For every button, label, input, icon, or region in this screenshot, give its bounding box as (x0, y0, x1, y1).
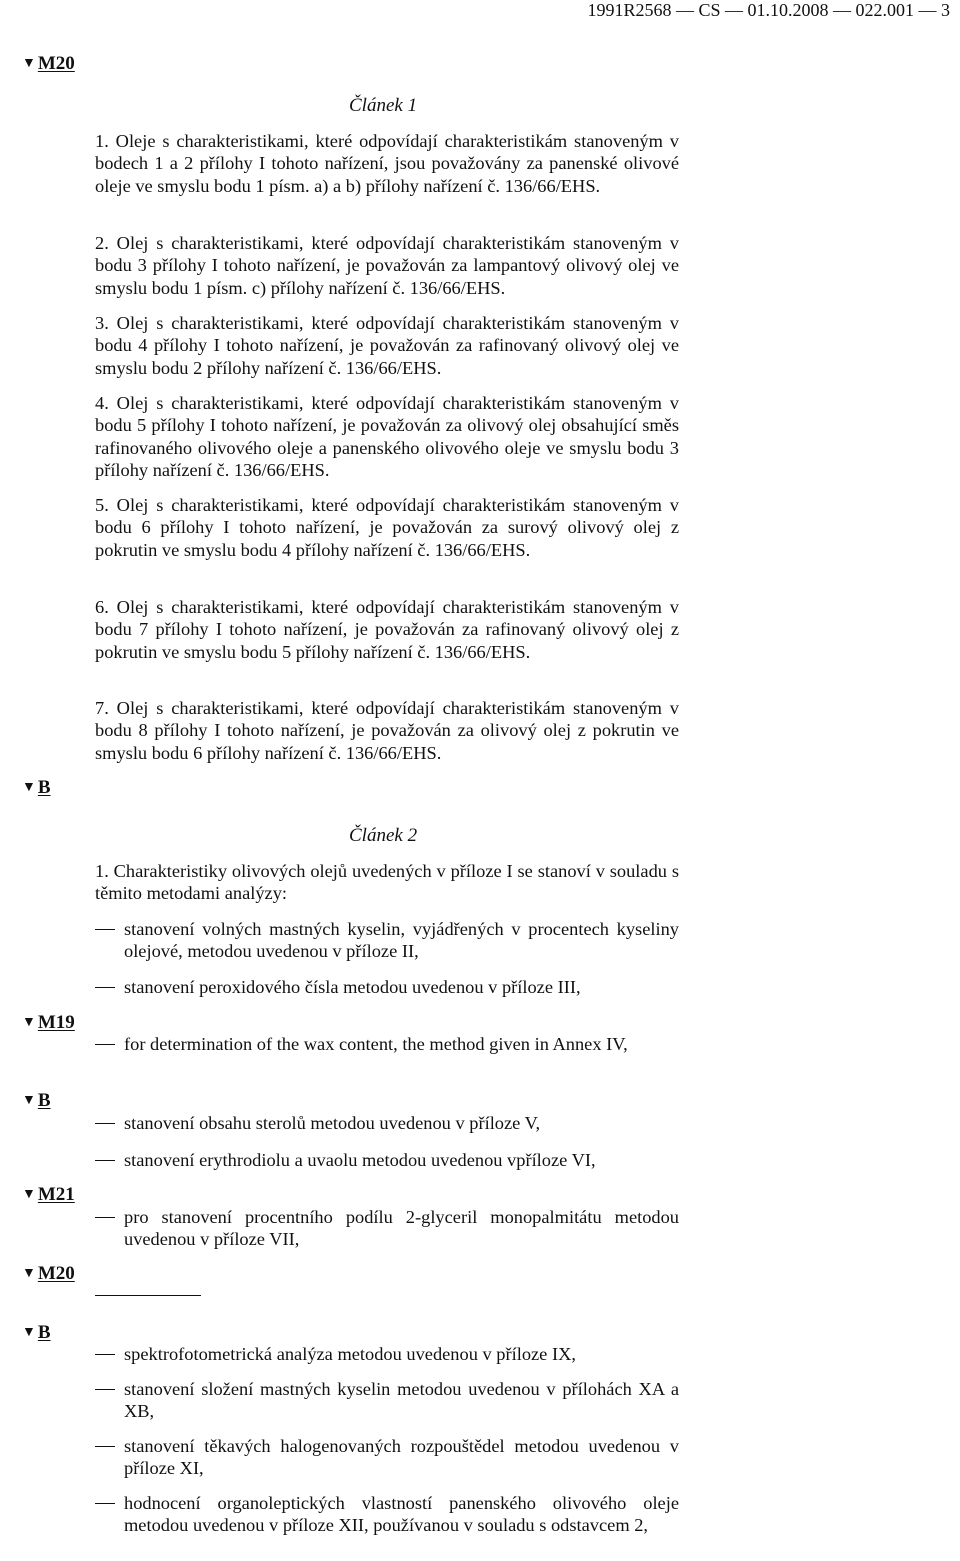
document-reference: 1991R2568 — CS — 01.10.2008 — 022.001 — 3 (587, 0, 950, 20)
dash-bullet (95, 1123, 115, 1124)
list-item: stanovení peroxidového čísla metodou uvedenou v příloze III, (95, 976, 679, 998)
article-1-heading: Článek 1 (349, 95, 418, 116)
article-1-paragraph: 7. Olej s charakteristikami, které odpovídají charakteristikám stanoveným v bodu 8 přílohy I tohoto nařízení, je považován za olivový olej z pokrutin ve smyslu bodu 6 přílohy nařízení č. 136/66/EHS. (95, 698, 679, 763)
dash-bullet (95, 1503, 115, 1504)
dash-bullet (95, 1446, 115, 1447)
amendment-code: B (37, 777, 51, 798)
article-1-paragraph: 4. Olej s charakteristikami, které odpovídají charakteristikám stanoveným v bodu 5 přílohy I tohoto nařízení, je považován za olivový olej obsahující směs rafinovaného olivového oleje a panenského olivového oleje ve smyslu bodu 3 přílohy nařízení č. 136/66/EHS. (95, 393, 679, 480)
triangle-down-icon: ▼ (22, 56, 36, 71)
amendment-marker-b (22, 1323, 51, 1343)
dash-bullet (95, 1354, 115, 1355)
list-item: stanovení těkavých halogenovaných rozpouštědel metodou uvedenou v příloze XI, (95, 1435, 679, 1480)
article-1-paragraph: 6. Olej s charakteristikami, které odpovídají charakteristikám stanoveným v bodu 7 přílohy I tohoto nařízení, je považován za rafinovaný olivový olej z pokrutin ve smyslu bodu 5 přílohy nařízení č. 136/66/EHS. (95, 597, 679, 662)
amendment-code: M20 (37, 53, 75, 74)
amendment-marker-b (22, 778, 51, 798)
article-1-paragraph: 2. Olej s charakteristikami, které odpovídají charakteristikám stanoveným v bodu 3 přílohy I tohoto nařízení, je považován za lampantový olivový olej ve smyslu bodu 1 písm. c) přílohy nařízení č. 136/66/EHS. (95, 233, 679, 298)
article-1-paragraph: 1. Oleje s charakteristikami, které odpovídají charakteristikám stanoveným v bodech 1 a 2 přílohy I tohoto nařízení, jsou považovány za panenské olivové oleje ve smyslu bodu 1 písm. a) a b) přílohy nařízení č. 136/66/EHS. (95, 131, 679, 196)
amendment-marker-m19 (22, 1013, 75, 1033)
triangle-down-icon: ▼ (22, 780, 36, 795)
triangle-down-icon: ▼ (22, 1325, 36, 1340)
article-1-paragraph: 3. Olej s charakteristikami, které odpovídají charakteristikám stanoveným v bodu 4 přílohy I tohoto nařízení, je považován za rafinovaný olivový olej ve smyslu bodu 2 přílohy nařízení č. 136/66/EHS. (95, 313, 679, 378)
amendment-marker-m20 (22, 1264, 75, 1284)
dash-bullet (95, 1217, 115, 1218)
triangle-down-icon: ▼ (22, 1093, 36, 1108)
article-2-intro: 1. Charakteristiky olivových olejů uvedených v příloze I se stanoví v souladu s těmito metodami analýzy: (95, 861, 679, 904)
triangle-down-icon: ▼ (22, 1015, 36, 1030)
amendment-marker-m21 (22, 1185, 75, 1205)
list-item: for determination of the wax content, the method given in Annex IV, (95, 1033, 679, 1055)
list-item: hodnocení organoleptických vlastností panenského olivového oleje metodou uvedenou v příloze XII, používanou v souladu s odstavcem 2, (95, 1492, 679, 1537)
amendment-code: B (37, 1322, 51, 1343)
dash-bullet (95, 1160, 115, 1161)
triangle-down-icon: ▼ (22, 1187, 36, 1202)
dash-bullet (95, 1044, 115, 1045)
triangle-down-icon: ▼ (22, 1266, 36, 1281)
page-header (0, 0, 960, 20)
amendment-marker-m20 (22, 54, 75, 74)
amendment-marker-b (22, 1091, 51, 1111)
list-item: spektrofotometrická analýza metodou uvedenou v příloze IX, (95, 1343, 679, 1365)
amendment-code: M21 (37, 1184, 75, 1205)
dash-bullet (95, 929, 115, 930)
list-item: stanovení erythrodiolu a uvaolu metodou uvedenou vpříloze VI, (95, 1149, 679, 1171)
deleted-text-rule (95, 1295, 201, 1296)
article-1-paragraph: 5. Olej s charakteristikami, které odpovídají charakteristikám stanoveným v bodu 6 přílohy I tohoto nařízení, je považován za surový olivový olej z pokrutin ve smyslu bodu 4 přílohy nařízení č. 136/66/EHS. (95, 495, 679, 560)
amendment-code: M19 (37, 1012, 75, 1033)
dash-bullet (95, 1389, 115, 1390)
article-2-heading: Článek 2 (349, 825, 418, 846)
list-item: stanovení volných mastných kyselin, vyjádřených v procentech kyseliny olejové, metodou uvedenou v příloze II, (95, 918, 679, 963)
list-item: stanovení složení mastných kyselin metodou uvedenou v přílohách XA a XB, (95, 1378, 679, 1423)
list-item: pro stanovení procentního podílu 2-glyceril monopalmitátu metodou uvedenou v příloze VII, (95, 1206, 679, 1251)
amendment-code: B (37, 1090, 51, 1111)
dash-bullet (95, 987, 115, 988)
amendment-code: M20 (37, 1263, 75, 1284)
list-item: stanovení obsahu sterolů metodou uvedenou v příloze V, (95, 1112, 679, 1134)
